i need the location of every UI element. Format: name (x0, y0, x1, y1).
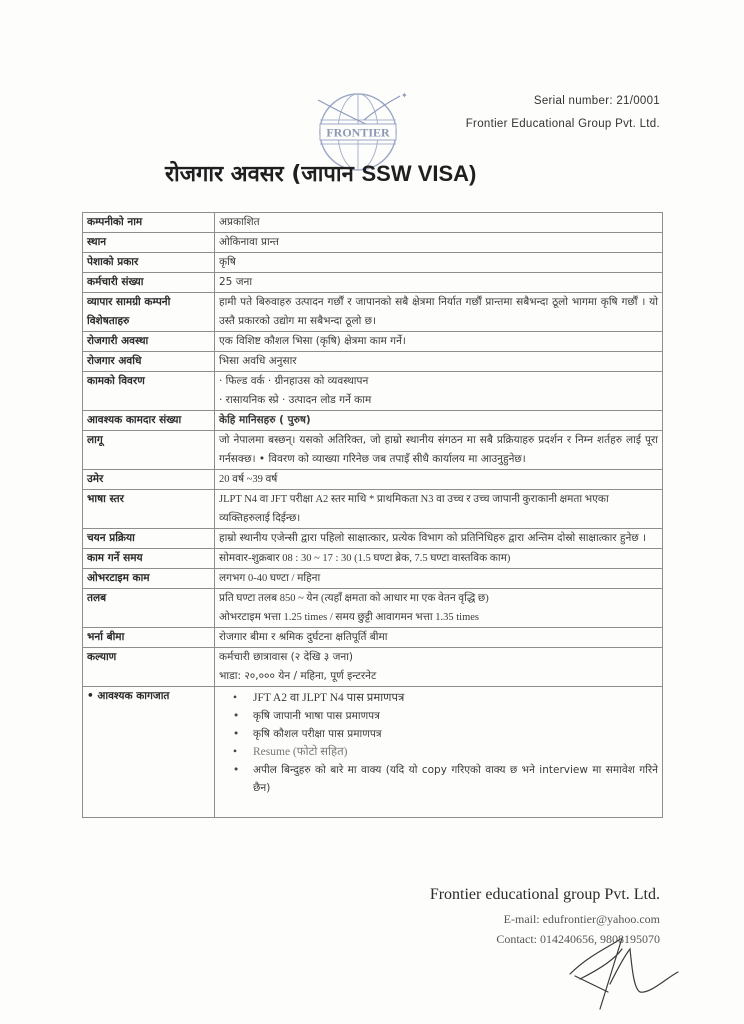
table-row-working-hours (83, 549, 663, 569)
table-row-occupation (83, 253, 663, 273)
row-label: कम्पनीको नाम (83, 213, 215, 233)
row-label: चयन प्रक्रिया (83, 529, 215, 549)
row-label: ओभरटाइम काम (83, 569, 215, 589)
row-value: 25 जना (215, 273, 663, 293)
list-item: • कृषि जापानी भाषा पास प्रमाणपत्र (253, 707, 658, 725)
page-title (165, 158, 476, 188)
svg-text:✦: ✦ (401, 91, 408, 100)
logo-text: FRONTIER (326, 125, 390, 140)
row-value (215, 589, 663, 628)
row-value: जो नेपालमा बस्छन्। यसको अतिरिक्त, जो हाम्रो स्थानीय संगठन मा सबै प्रक्रियाहरु प्रदर्शन र निम्न शर्तहरु लाई पूरा गर्नसक्छ। • विवरण को व्याख्या गरिनेछ जब तपाइँ सीधै कार्यालय मा आउनुहुनेछ। (215, 431, 663, 470)
table-row-employment-period (83, 352, 663, 372)
table-row-employee-count (83, 273, 663, 293)
footer-company-name: Frontier educational group Pvt. Ltd. (429, 886, 660, 903)
row-label: स्थान (83, 233, 215, 253)
row-value: JLPT N4 वा JFT परीक्षा A2 स्तर माथि * प्राथमिकता N3 वा उच्च र उच्च जापानी कुराकानी क्षमता भएका व्यक्तिहरुलाई दिईन्छ। (215, 490, 663, 529)
row-value: 20 वर्ष ~39 वर्ष (215, 470, 663, 490)
list-item: • JFT A2 वा JLPT N4 पास प्रमाणपत्र (253, 689, 658, 707)
row-label: व्यापार सामग्री कम्पनी विशेषताहरु (83, 293, 215, 332)
row-label: लागू (83, 431, 215, 470)
job-details-table (82, 212, 663, 818)
row-value (215, 648, 663, 687)
table-row-required-documents (83, 687, 663, 818)
list-item: • Resume (फोटो सहित) (253, 743, 658, 761)
table-row-overtime (83, 569, 663, 589)
list-item: • कृषि कौशल परीक्षा पास प्रमाणपत्र (253, 725, 658, 743)
list-item: • अपील बिन्दुहरु को बारे मा वाक्य (यदि यो copy गरिएको वाक्य छ भने interview मा समावेश गरिने छैन) (253, 761, 658, 797)
footer-email[interactable]: E-mail: edufrontier@yahoo.com (503, 912, 660, 926)
table-row-company-features (83, 293, 663, 332)
row-value: अप्रकाशित (215, 213, 663, 233)
table-row-employment-status (83, 332, 663, 352)
row-label: भर्ना बीमा (83, 628, 215, 648)
table-row-insurance (83, 628, 663, 648)
table-row-salary (83, 589, 663, 628)
footer-contact: Contact: 014240656, 9808195070 (496, 932, 660, 946)
welfare-line: कर्मचारी छात्रावास (२ देखि ३ जना) (219, 651, 354, 663)
row-label: उमेर (83, 470, 215, 490)
table-row-age (83, 470, 663, 490)
row-value: एक विशिष्ट कौशल भिसा (कृषि) क्षेत्रमा काम गर्ने। (215, 332, 663, 352)
table-row-location (83, 233, 663, 253)
row-label: कल्याण (83, 648, 215, 687)
table-row-welfare (83, 648, 663, 687)
title-latin: SSW VISA) (361, 161, 477, 186)
table-row-workers-needed (83, 411, 663, 431)
row-value: हामी पते बिरुवाहरु उत्पादन गर्छौं र जापानको सबै क्षेत्रमा निर्यात गर्छौं प्रान्तमा सबैभन्दा ठूलो भागमा कृषि गर्छौं । यो उस्तै प्रकारको उद्योग मा सबैभन्दा ठूलो छ। (215, 293, 663, 332)
salary-line: प्रति घण्टा तलब 850 ~ येन (त्यहाँ क्षमता को आधार मा एक वेतन वृद्धि छ) (219, 593, 489, 604)
table-row-selection-process (83, 529, 663, 549)
salary-line: ओभरटाइम भत्ता 1.25 times / समय छुट्टी आवागमन भत्ता 1.35 times (219, 612, 479, 623)
row-value: ओकिनावा प्रान्त (215, 233, 663, 253)
row-label: तलब (83, 589, 215, 628)
company-name-header: Frontier Educational Group Pvt. Ltd. (465, 118, 660, 130)
row-value: भिसा अवधि अनुसार (215, 352, 663, 372)
job-description-line: · रासायनिक स्प्रे · उत्पादन लोड गर्ने काम (219, 394, 372, 406)
row-value: सोमवार-शुक्रबार 08 : 30 ~ 17 : 30 (1.5 घण्टा ब्रेक, 7.5 घण्टा वास्तविक काम) (215, 549, 663, 569)
row-value: कृषि (215, 253, 663, 273)
row-label: पेशाको प्रकार (83, 253, 215, 273)
row-value: लगभग 0-40 घण्टा / महिना (215, 569, 663, 589)
row-label: • आवश्यक कागजात (83, 687, 215, 818)
row-label: रोजगारी अवस्था (83, 332, 215, 352)
row-value (215, 372, 663, 411)
title-devanagari: रोजगार अवसर (जापान (165, 162, 354, 187)
job-description-line: · फिल्ड वर्क · ग्रीनहाउस को व्यवस्थापन (219, 375, 369, 387)
row-label: काम गर्ने समय (83, 549, 215, 569)
table-row-job-description (83, 372, 663, 411)
signature-icon (560, 934, 680, 1014)
row-value: हाम्रो स्थानीय एजेन्सी द्वारा पहिलो साक्षात्कार, प्रत्येक विभाग को प्रतिनिधिहरु द्वारा अन्तिम दोस्रो साक्षात्कार हुनेछ । (215, 529, 663, 549)
table-row-company-name (83, 213, 663, 233)
row-label: कर्मचारी संख्या (83, 273, 215, 293)
row-label: रोजगार अवधि (83, 352, 215, 372)
row-value: केहि मानिसहरु ( पुरुष) (215, 411, 663, 431)
required-documents-list (219, 689, 658, 797)
welfare-line: भाडा: २०,००० येन / महिना, पूर्ण इन्टरनेट (219, 670, 377, 682)
row-value (215, 687, 663, 818)
serial-number: Serial number: 21/0001 (533, 95, 660, 107)
row-label: कामको विवरण (83, 372, 215, 411)
row-label: आवश्यक कामदार संख्या (83, 411, 215, 431)
table-row-language-level (83, 490, 663, 529)
table-row-applicable (83, 431, 663, 470)
row-label: भाषा स्तर (83, 490, 215, 529)
row-value: रोजगार बीमा र श्रमिक दुर्घटना क्षतिपूर्ति बीमा (215, 628, 663, 648)
